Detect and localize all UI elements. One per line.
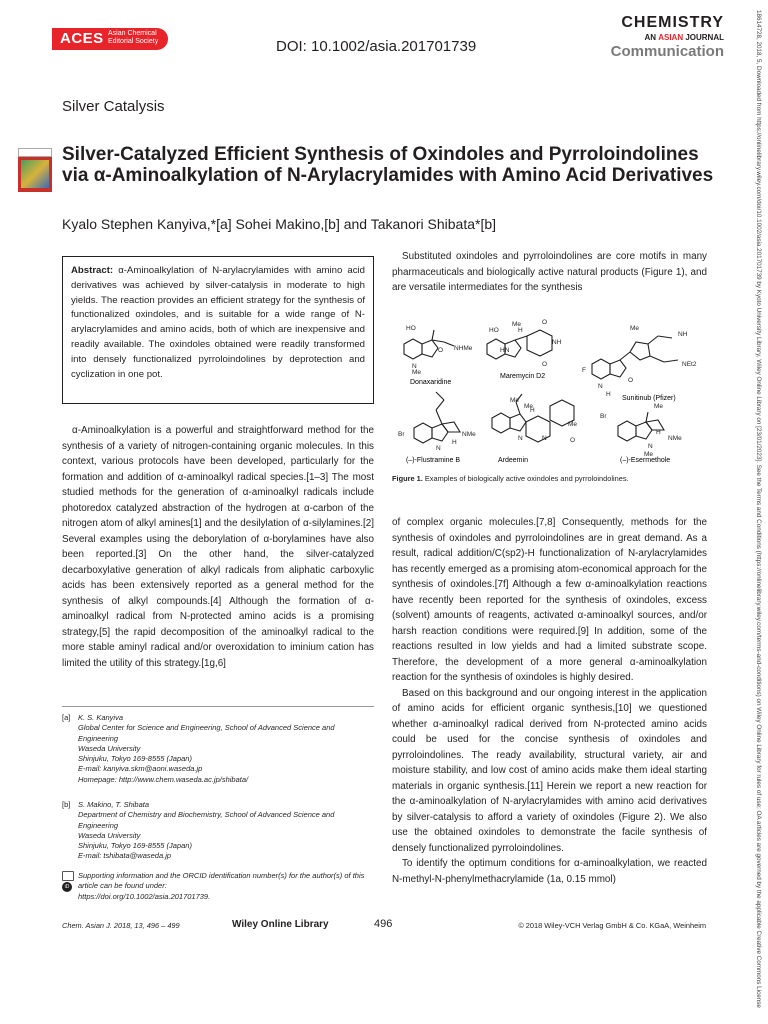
body-right-column xyxy=(392,515,707,887)
body-paragraph: To identify the optimum conditions for α-aminoalkylation, we reacted N-methyl-N-phenylmethacrylamide (1a, 0.15 mmol) xyxy=(392,858,707,885)
compound-label: (–)-Flustramine B xyxy=(406,457,461,464)
atom-label: O xyxy=(570,437,576,444)
abstract-text: α-Aminoalkylation of N-arylacrylamides with amino acid derivatives was achieved by silver-catalysis in moderate to high yields. The reaction provides an efficient strategy for the synthesis of functionalized oxindoles, and is suitable for a wide range of N-arylacrylamides and amino acids, both of which are inexpensive and readily available. The oxindoles obtained were readily transformed into densely functionalized pyrroloindolines by deprotection and cyclization in one pot. xyxy=(71,265,365,380)
atom-label: Me xyxy=(412,369,422,376)
atom-label: Me xyxy=(510,397,520,404)
body-paragraph: Substituted oxindoles and pyrroloindolines are core motifs in many pharmaceuticals and biologically active natural products (Figure 1), and are versatile intermediates for the synthesis xyxy=(392,251,707,293)
footer-journal-citation: Chem. Asian J. 2018, 13, 496 – 499 xyxy=(62,921,180,930)
figure-caption-text: Examples of biologically active oxindoles and pyrroloindolines. xyxy=(422,474,629,483)
compound-label: Maremycin D2 xyxy=(500,373,546,380)
atom-label: N xyxy=(412,363,417,370)
footer-wiley-online-library: Wiley Online Library xyxy=(232,919,329,930)
article-title: Silver-Catalyzed Efficient Synthesis of Oxindoles and Pyrroloindolines via α-Aminoalkylation of N-Arylacrylamides with Amino Acid Derivatives xyxy=(62,144,714,186)
atom-label: H xyxy=(656,429,661,436)
supporting-info-note: Supporting information and the ORCID identification number(s) for the author(s) of this article can be found under: https://doi.org/10.1002/asia.201701739. xyxy=(78,871,365,901)
atom-label: Me xyxy=(630,325,640,332)
article-type: Communication xyxy=(610,43,724,60)
compound-label: Donaxaridine xyxy=(410,379,452,386)
author-list: Kyalo Stephen Kanyiva,*[a] Sohei Makino,[b] and Takanori Shibata*[b] xyxy=(62,216,497,232)
atom-label: O xyxy=(438,347,444,354)
atom-label: NEt2 xyxy=(682,361,697,368)
compound-label: Sunitinub (Pfizer) xyxy=(622,395,676,402)
compound-label: (–)-Esermethole xyxy=(620,457,671,464)
orcid-icon: iD xyxy=(62,882,72,892)
body-paragraph: Based on this background and our ongoing interest in the application of amino acids for efficient organic synthesis,[10] we questioned whether α-aminoalkyl radical derived from N-protected amino acids could be used for the concise synthesis of oxindoles and pyrroloindolines. The ready availability, structural variety, air and moisture stability, and low cost of amino acids make them ideal starting materials in organic synthesis.[11] Herein we report a new reaction for the α-aminoalkylation of N-arylacrylamides with amino acid derivatives by silver-catalysis to afford a variety of oxindoles (Figure 2). We also use the obtained oxindoles to demonstrate the facile synthesis of densely functionalized pyrroloindolines. xyxy=(392,687,707,854)
atom-label: NMe xyxy=(462,431,476,438)
atom-label: Me xyxy=(568,421,578,428)
figure-1-structures xyxy=(392,316,707,472)
atom-label: Me xyxy=(644,451,654,458)
atom-label: Br xyxy=(600,413,607,420)
atom-label: H xyxy=(530,407,535,414)
chemical-structures-svg xyxy=(392,316,707,472)
body-paragraph: of complex organic molecules.[7,8] Consequently, methods for the synthesis of oxindoles and pyrroloindolines are in great demand. As a result, radical addition/C(sp2)-H functionalization of N-arylacrylamides has recently emerged as a promising atom-economical approach for the synthesis of oxindoles.[7f] Although a few α-aminoalkylation reactions have recently been reported for the synthesis of oxindoles, excess (solvent) amounts of reagents, activated α-aminoalkyl sources, and/or harsh reaction conditions were required.[9] In addition, some of the reactions resulted in low yields and had a limited substrate scope. Therefore, the development of a more general α-aminoalkylation reaction for the synthesis of oxindoles is highly desired. xyxy=(392,517,707,683)
body-left-column xyxy=(62,423,374,671)
atom-label: NMe xyxy=(668,435,682,442)
atom-label: Me xyxy=(512,321,522,328)
atom-label: F xyxy=(582,367,586,374)
atom-label: N xyxy=(598,383,603,390)
atom-label: N xyxy=(648,443,653,450)
footer-copyright: © 2018 Wiley-VCH Verlag GmbH & Co. KGaA, Weinheim xyxy=(518,921,706,930)
affiliation-b-label: [b] xyxy=(62,800,71,809)
atom-label: Br xyxy=(398,431,405,438)
supporting-info-icon xyxy=(62,871,74,881)
atom-label: N xyxy=(518,435,523,442)
atom-label: O xyxy=(542,361,548,368)
journal-cover-thumbnail xyxy=(18,148,52,192)
atom-label: HO xyxy=(489,327,499,334)
journal-name-line2: AN ASIAN JOURNAL xyxy=(644,33,724,42)
body-right-top xyxy=(392,249,707,296)
journal-logo xyxy=(611,14,724,60)
article-doi: DOI: 10.1002/asia.201701739 xyxy=(276,38,477,55)
atom-label: H xyxy=(518,327,523,334)
abstract-box xyxy=(62,256,374,404)
atom-label: O xyxy=(542,319,548,326)
figure-caption-label: Figure 1. xyxy=(392,474,423,483)
atom-label: N xyxy=(542,435,547,442)
affiliation-a-label: [a] xyxy=(62,713,71,722)
figure-caption xyxy=(392,474,707,483)
affiliation-a: K. S. Kanyiva Global Center for Science and Engineering, School of Advanced Science and Engineering Waseda University Shinjuku, Tokyo 169-8555 (Japan) E-mail: kanyiva.skm@aoni.waseda.jp Homepage: http://www.chem.waseda.ac.jp/shibata/ xyxy=(78,713,335,784)
atom-label: H xyxy=(606,391,611,398)
download-side-note: 18614728, 2018, 5, Downloaded from https://onlinelibrary.wiley.com/doi/10.1002/asia.201701739 by Kyoto University Library, Wiley Online Library on [23/01/2023]. See the Terms and Conditions (https://onlinelibrary.wiley.com/terms-and-conditions) on Wiley Online Library for rules of use; OA articles are governed by the applicable Creative Commons License xyxy=(755,10,762,1008)
aces-logo xyxy=(52,26,170,52)
atom-label: O xyxy=(628,377,634,384)
atom-label: Me xyxy=(654,403,664,410)
body-paragraph: α-Aminoalkylation is a powerful and straightforward method for the synthesis of a variety of nitrogen-containing organic molecules. In this context, various protocols have been developed, particularly for the formation and addition of α-aminoalkyl radical species.[1–3] The most studied methods for the generation of α-aminoalkyl radicals include photoredox catalyzed abstraction of the hydrogen at α-carbon of the nitrogen atom of alkyl amines[1] and the desilylation of α-silylamines.[2] Several examples using the deborylation of α-borylamines have also been reported.[3] On the other hand, the silver-catalyzed decarboxylative generation of alkyl radicals from aliphatic carboxylic acids has been extensively reported as a general method for the synthesis of alkyl compounds.[4] Although the formation of α-aminoalkyl radical from N-protected amino acids is a promising strategy,[5] the rapid decomposition of the aminoalkyl radical to the more stable aminyl radical and/or overoxidation to iminium cation has limited the utility of this strategy.[1g,6] xyxy=(62,425,374,669)
aces-logo-word: ACES xyxy=(60,30,104,47)
atom-label: Me xyxy=(524,403,534,410)
atom-label: HN xyxy=(500,347,510,354)
atom-label: HO xyxy=(406,325,416,332)
aces-logo-subtitle: Asian Chemical Editorial Society xyxy=(108,30,159,45)
atom-label: NH xyxy=(678,331,688,338)
atom-label: NHMe xyxy=(454,345,473,352)
footnote-rule xyxy=(62,706,374,707)
atom-label: N xyxy=(436,445,441,452)
atom-label: H xyxy=(452,439,457,446)
page-number: 496 xyxy=(374,918,393,930)
compound-label: Ardeemin xyxy=(498,457,528,464)
section-heading: Silver Catalysis xyxy=(62,98,165,115)
affiliation-b: S. Makino, T. Shibata Department of Chemistry and Biochemistry, School of Advanced Science and Engineering Waseda University Shinjuku, Tokyo 169-8555 (Japan) E-mail: tshibata@waseda.jp xyxy=(78,800,335,861)
abstract-label: Abstract: xyxy=(71,265,114,276)
journal-name-line1: CHEMISTRY xyxy=(621,14,724,31)
atom-label: NH xyxy=(552,339,562,346)
